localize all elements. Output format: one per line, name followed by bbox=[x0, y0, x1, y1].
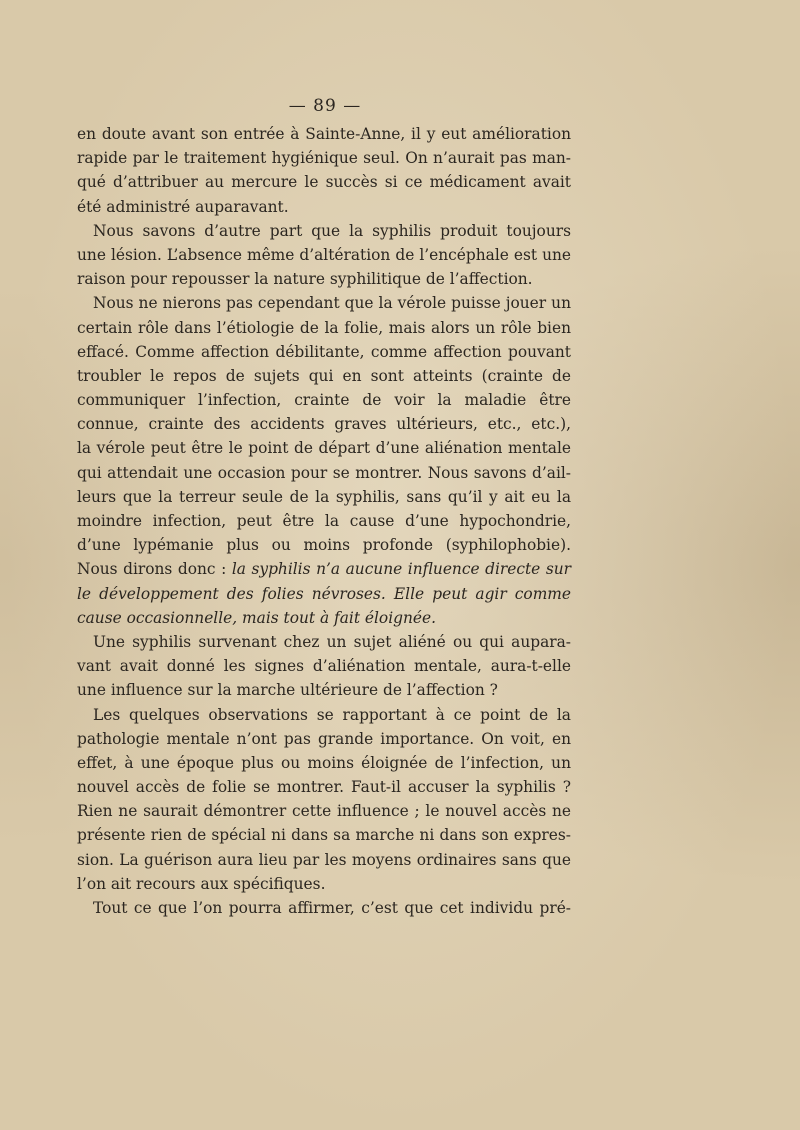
text-line: une influence sur la marche ultérieure de l’affection ? bbox=[77, 681, 498, 700]
italic-conclusion: cause occasionnelle, mais tout à fait éloignée. bbox=[77, 608, 436, 627]
body-text bbox=[77, 122, 571, 920]
text-line: en doute avant son entrée à Sainte-Anne, il y eut amélioration bbox=[77, 125, 571, 143]
text-line: effacé. Comme affection débilitante, comme affection pouvant bbox=[77, 342, 571, 361]
text-line: la vérole peut être le point de départ d’une aliénation mentale bbox=[77, 439, 571, 458]
text-line: nouvel accès de folie se montrer. Faut-il accuser la syphilis ? bbox=[77, 778, 571, 797]
text-line: effet, à une époque plus ou moins éloignée de l’infection, un bbox=[77, 753, 571, 772]
text-line: Nous ne nierons pas cependant que la vérole puisse jouer un bbox=[93, 294, 571, 313]
text-segment: Nous dirons donc : bbox=[77, 560, 232, 579]
text-line: Nous savons d’autre part que la syphilis produit toujours bbox=[93, 221, 571, 240]
italic-conclusion: le développement des folies névroses. Elle peut agir comme bbox=[77, 584, 571, 603]
text-line: Une syphilis survenant chez un sujet aliéné ou qui aupara- bbox=[93, 632, 571, 651]
text-line: leurs que la terreur seule de la syphilis, sans qu’il y ait eu la bbox=[77, 487, 571, 506]
text-line: moindre infection, peut être la cause d’une hypochondrie, bbox=[77, 512, 571, 530]
text-line bbox=[77, 557, 571, 581]
text-line: certain rôle dans l’étiologie de la folie, mais alors un rôle bien bbox=[77, 318, 571, 337]
text-line: qui attendait une occasion pour se montrer. Nous savons d’ail- bbox=[77, 463, 571, 482]
text-line: une lésion. L’absence même d’altération de l’encéphale est une bbox=[77, 245, 571, 264]
text-line: connue, crainte des accidents graves ultérieurs, etc., etc.), bbox=[77, 415, 571, 434]
text-line: Tout ce que l’on pourra affirmer, c’est que cet individu pré- bbox=[93, 899, 571, 917]
text-line: Les quelques observations se rapportant à ce point de la bbox=[93, 705, 571, 724]
text-line: troubler le repos de sujets qui en sont atteints (crainte de bbox=[77, 366, 571, 385]
text-line: présente rien de spécial ni dans sa marche ni dans son expres- bbox=[77, 826, 571, 845]
text-line: été administré auparavant. bbox=[77, 197, 289, 216]
text-line: Rien ne saurait démontrer cette influence ; le nouvel accès ne bbox=[77, 802, 571, 821]
text-line: l’on ait recours aux spécifiques. bbox=[77, 874, 326, 893]
italic-conclusion: la syphilis n’a aucune influence directe sur bbox=[231, 560, 571, 579]
text-line: sion. La guérison aura lieu par les moyens ordinaires sans que bbox=[77, 850, 571, 869]
page-number: — 89 — bbox=[288, 96, 362, 116]
text-line: d’une lypémanie plus ou moins profonde (syphilophobie). bbox=[77, 536, 571, 555]
text-line: vant avait donné les signes d’aliénation mentale, aura-t-elle bbox=[77, 657, 571, 676]
text-line: rapide par le traitement hygiénique seul. On n’aurait pas man- bbox=[77, 149, 571, 168]
text-line: pathologie mentale n’ont pas grande importance. On voit, en bbox=[77, 729, 571, 748]
text-line: qué d’attribuer au mercure le succès si ce médicament avait bbox=[77, 173, 571, 192]
text-line: communiquer l’infection, crainte de voir la maladie être bbox=[77, 391, 571, 410]
text-line: raison pour repousser la nature syphilitique de l’affection. bbox=[77, 270, 533, 289]
